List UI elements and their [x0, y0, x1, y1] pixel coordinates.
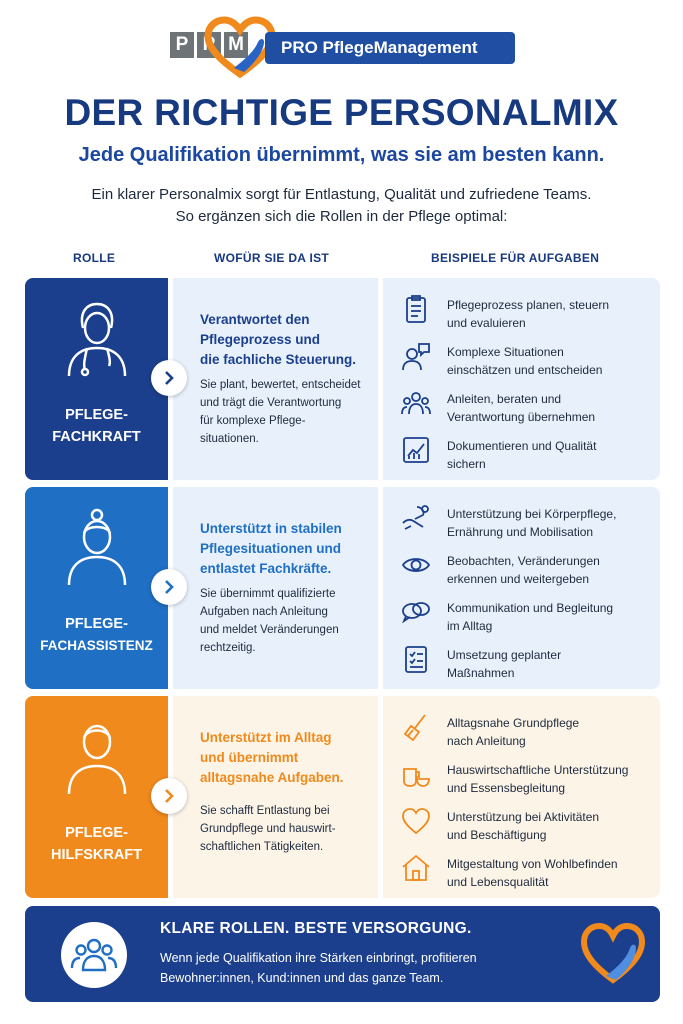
role-label-line: HILFSKRAFT	[50, 847, 142, 863]
footer-title: KLARE ROLLEN. BESTE VERSORGUNG.	[160, 920, 472, 937]
chat-bubbles-icon	[401, 597, 431, 627]
task-item	[401, 712, 656, 752]
purpose-headline-line: Unterstützt im Alltag	[200, 730, 332, 745]
purpose-headline	[200, 519, 375, 579]
task-text: Unterstützung bei Körperpflege, Ernährung und Mobilisation	[447, 507, 617, 539]
purpose-headline	[200, 728, 375, 788]
task-item	[401, 759, 656, 799]
task-item	[401, 388, 656, 428]
column-header-role: ROLLE	[73, 251, 116, 265]
purpose-description-line: Sie schafft Entlastung bei	[200, 805, 330, 817]
purpose-headline-line: Verantwortet den	[200, 312, 310, 327]
task-item	[401, 853, 656, 893]
team-group-icon	[61, 922, 127, 988]
task-text: Komplexe Situationen einschätzen und entscheiden	[447, 345, 603, 377]
logo	[170, 18, 515, 78]
task-text: Hauswirtschaftliche Unterstützung und Essensbegleitung	[447, 763, 629, 795]
role-label-line: PFLEGE-	[65, 825, 128, 841]
footer-text-line: Wenn jede Qualifikation ihre Stärken einbringt, profitieren	[160, 951, 477, 965]
purpose-headline-line: entlastet Fachkräfte.	[200, 561, 332, 576]
tasks-card	[383, 696, 660, 898]
role-card	[25, 696, 168, 898]
task-item	[401, 435, 656, 475]
house-icon	[401, 853, 431, 883]
task-item	[401, 550, 656, 590]
purpose-description-line: und trägt die Verantwortung	[200, 397, 342, 409]
task-text: Mitgestaltung von Wohlbefinden und Lebensqualität	[447, 857, 618, 889]
task-text: Beobachten, Veränderungen erkennen und weitergeben	[447, 554, 600, 586]
task-item	[401, 806, 656, 846]
purpose-card	[173, 696, 378, 898]
footer-text-line: Bewohner:innen, Kund:innen und das ganze Team.	[160, 971, 444, 985]
task-text: Umsetzung geplanter Maßnahmen	[447, 648, 562, 680]
nurse-stethoscope-icon	[61, 298, 133, 378]
purpose-headline-line: alltagsnahe Aufgaben.	[200, 770, 344, 785]
purpose-description-line: schaftlichen Tätigkeiten.	[200, 841, 324, 853]
logo-letter: M	[224, 32, 248, 58]
checklist-icon	[401, 644, 431, 674]
purpose-headline-line: Unterstützt in stabilen	[200, 521, 342, 536]
task-text: Unterstützung bei Aktivitäten und Beschäftigung	[447, 810, 600, 842]
intro-text	[0, 184, 683, 228]
task-text: Alltagsnahe Grundpflege nach Anleitung	[447, 716, 580, 748]
heart-hand-icon	[578, 918, 648, 988]
purpose-description-line: Sie übernimmt qualifizierte	[200, 588, 336, 600]
logo-brand-bar: PRO PflegeManagement	[265, 32, 515, 64]
column-header-examples: BEISPIELE FÜR AUFGABEN	[431, 251, 600, 265]
purpose-headline-line: die fachliche Steuerung.	[200, 352, 357, 367]
page-title: DER RICHTIGE PERSONALMIX	[64, 92, 619, 133]
purpose-description-line: für komplexe Pflege-	[200, 415, 306, 427]
page-subtitle: Jede Qualifikation übernimmt, was sie am besten kann.	[78, 144, 605, 166]
purpose-description	[200, 802, 375, 856]
purpose-card	[173, 278, 378, 480]
purpose-headline-line: Pflegesituationen und	[200, 541, 342, 556]
task-text: Dokumentieren und Qualität sichern	[447, 439, 597, 471]
tasks-card	[383, 487, 660, 689]
cup-bowl-icon	[401, 759, 431, 789]
role-row-hilfskraft	[25, 696, 660, 898]
intro-line: So ergänzen sich die Rollen in der Pflege optimal:	[175, 208, 508, 225]
nurse-bun-icon	[61, 507, 133, 587]
role-label-line: PFLEGE-	[65, 407, 128, 423]
person-icon	[61, 716, 133, 796]
footer-text	[160, 948, 560, 988]
purpose-description-line: Sie plant, bewertet, entscheidet	[200, 379, 361, 391]
purpose-headline-line: Pflegeprozess und	[200, 332, 321, 347]
purpose-headline	[200, 310, 375, 370]
role-label-line: PFLEGE-	[65, 616, 128, 632]
task-item	[401, 597, 656, 637]
task-item	[401, 294, 656, 334]
chevron-right-icon	[151, 360, 187, 396]
purpose-description-line: Aufgaben nach Anleitung	[200, 606, 328, 618]
task-item	[401, 341, 656, 381]
tasks-card	[383, 278, 660, 480]
footer-team-badge	[61, 922, 127, 988]
logo-letter: P	[170, 32, 194, 58]
role-card	[25, 278, 168, 480]
logo-letter: P	[197, 32, 221, 58]
task-item	[401, 644, 656, 684]
role-label-line: FACHASSISTENZ	[40, 638, 153, 653]
person-speech-icon	[401, 341, 431, 371]
purpose-description	[200, 376, 375, 448]
chevron-right-icon	[151, 569, 187, 605]
clipboard-list-icon	[401, 294, 431, 324]
role-row-fachassistenz	[25, 487, 660, 689]
helping-hands-icon	[401, 503, 431, 533]
task-text: Anleiten, beraten und Verantwortung übernehmen	[447, 392, 596, 424]
chevron-right-icon	[151, 778, 187, 814]
purpose-description-line: rechtzeitig.	[200, 642, 256, 654]
column-header-purpose: WOFÜR SIE DA IST	[214, 251, 330, 265]
purpose-headline-line: und übernimmt	[200, 750, 299, 765]
purpose-description	[200, 585, 375, 657]
footer-banner	[25, 906, 660, 1002]
purpose-description-line: Grundpflege und hauswirt-	[200, 823, 336, 835]
eye-icon	[401, 550, 431, 580]
heart-icon	[401, 806, 431, 836]
role-label-line: FACHKRAFT	[52, 429, 141, 445]
purpose-description-line: und meldet Veränderungen	[200, 624, 339, 636]
role-card	[25, 487, 168, 689]
task-text: Pflegeprozess planen, steuern und evaluieren	[447, 298, 610, 330]
intro-line: Ein klarer Personalmix sorgt für Entlastung, Qualität und zufriedene Teams.	[91, 186, 592, 203]
task-text: Kommunikation und Begleitung im Alltag	[447, 601, 614, 633]
team-icon	[401, 388, 431, 418]
purpose-card	[173, 487, 378, 689]
task-item	[401, 503, 656, 543]
chart-report-icon	[401, 435, 431, 465]
role-row-fachkraft	[25, 278, 660, 480]
purpose-description-line: situationen.	[200, 433, 259, 445]
broom-icon	[401, 712, 431, 742]
